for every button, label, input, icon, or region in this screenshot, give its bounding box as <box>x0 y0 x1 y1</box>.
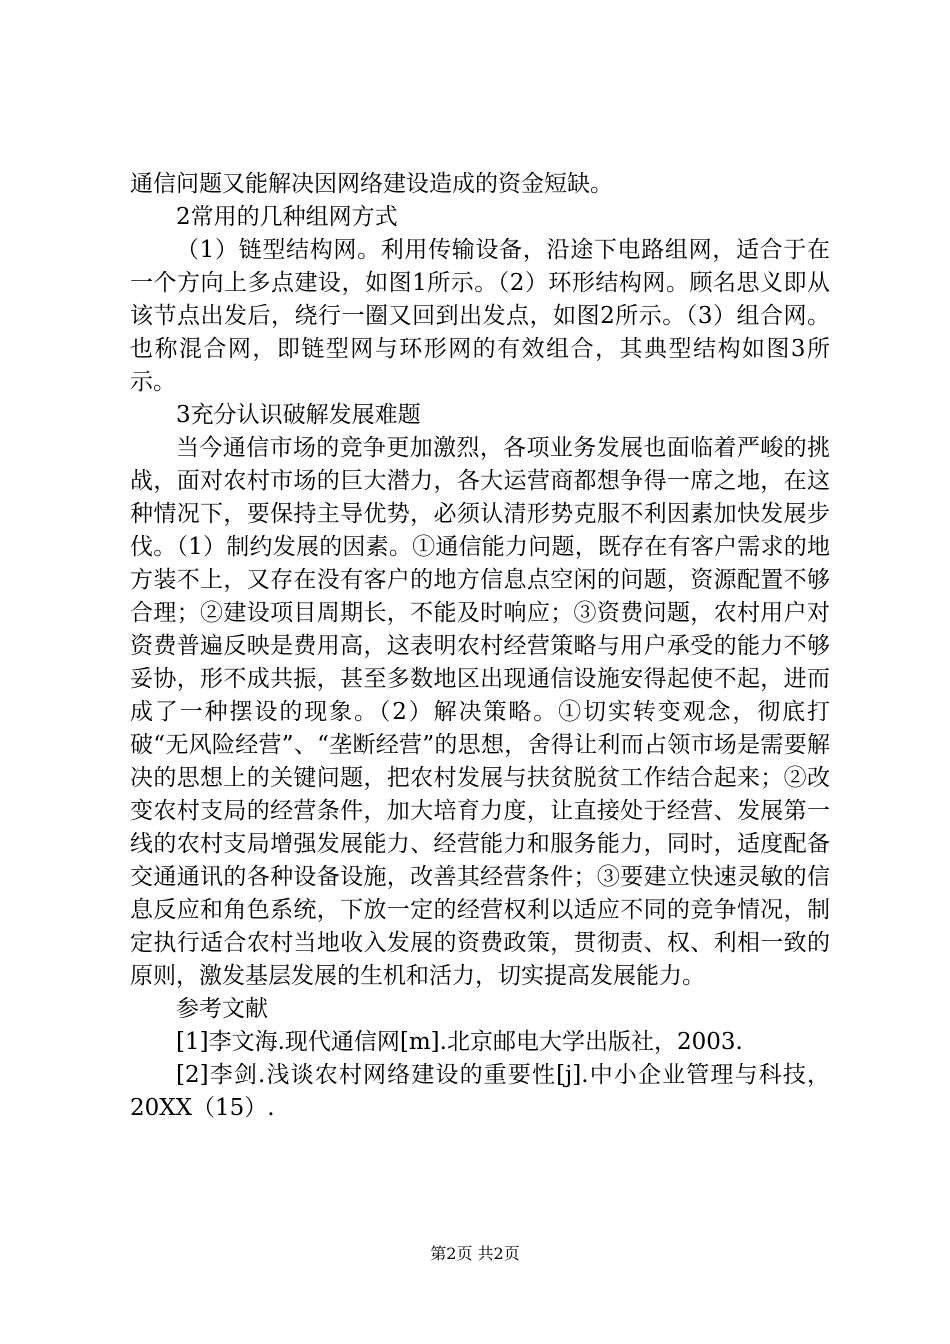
paragraph-development-challenges: 当今通信市场的竞争更加激烈，各项业务发展也面临着严峻的挑战，面对农村市场的巨大潜力，各大运营商都想争得一席之地，在这种情况下，要保持主导优势，必须认清形势克服不利因素加快发展步伐。（1）制约发展的因素。①通信能力问题，既存在有客户需求的地方装不上，又存在没有客户的地方信息点空闲的问题，资源配置不够合理；②建设项目周期长，不能及时响应；③资费问题，农村用户对资费普遍反映是费用高，这表明农村经营策略与用户承受的能力不够妥协，形不成共振，甚至多数地区出现通信设施安得起使不起，进而成了一种摆设的现象。（2）解决策略。①切实转变观念，彻底打破“无风险经营”、“垄断经营”的思想，舍得让利而占领市场是需要解决的思想上的关键问题，把农村发展与扶贫脱贫工作结合起来；②改变农村支局的经营条件，加大培育力度，让直接处于经营、发展第一线的农村支局增强发展能力、经营能力和服务能力，同时，适度配备交通通讯的各种设备设施，改善其经营条件；③要建立快速灵敏的信息反应和角色系统，下放一定的经营权利以适应不同的竞争情况，制定执行适合农村当地收入发展的资费政策，贯彻责、权、利相一致的原则，激发基层发展的生机和活力，切实提高发展能力。 <box>130 435 830 989</box>
section-heading-3: 3充分认识破解发展难题 <box>176 402 421 428</box>
references-heading: 参考文献 <box>176 996 268 1022</box>
page-number: 第2页 共2页 <box>430 1244 520 1263</box>
section-heading-2: 2常用的几种组网方式 <box>176 204 398 230</box>
reference-item-2: [2]李剑.浅谈农村网络建设的重要性[j].中小企业管理与科技，20XX（15）. <box>130 1062 830 1121</box>
paragraph-network-types: （1）链型结构网。利用传输设备，沿途下电路组网，适合于在一个方向上多点建设，如图1所示。（2）环形结构网。顾名思义即从该节点出发后，绕行一圈又回到出发点，如图2所示。（3）组合网。也称混合网，即链型网与环形网的有效组合，其典型结构如图3所示。 <box>130 237 830 395</box>
paragraph-continuation: 通信问题又能解决因网络建设造成的资金短缺。 <box>130 171 613 197</box>
body-text <box>130 168 830 1125</box>
reference-item-1: [1]李文海.现代通信网[m].北京邮电大学出版社，2003. <box>176 1029 743 1055</box>
page-footer <box>0 1244 950 1264</box>
